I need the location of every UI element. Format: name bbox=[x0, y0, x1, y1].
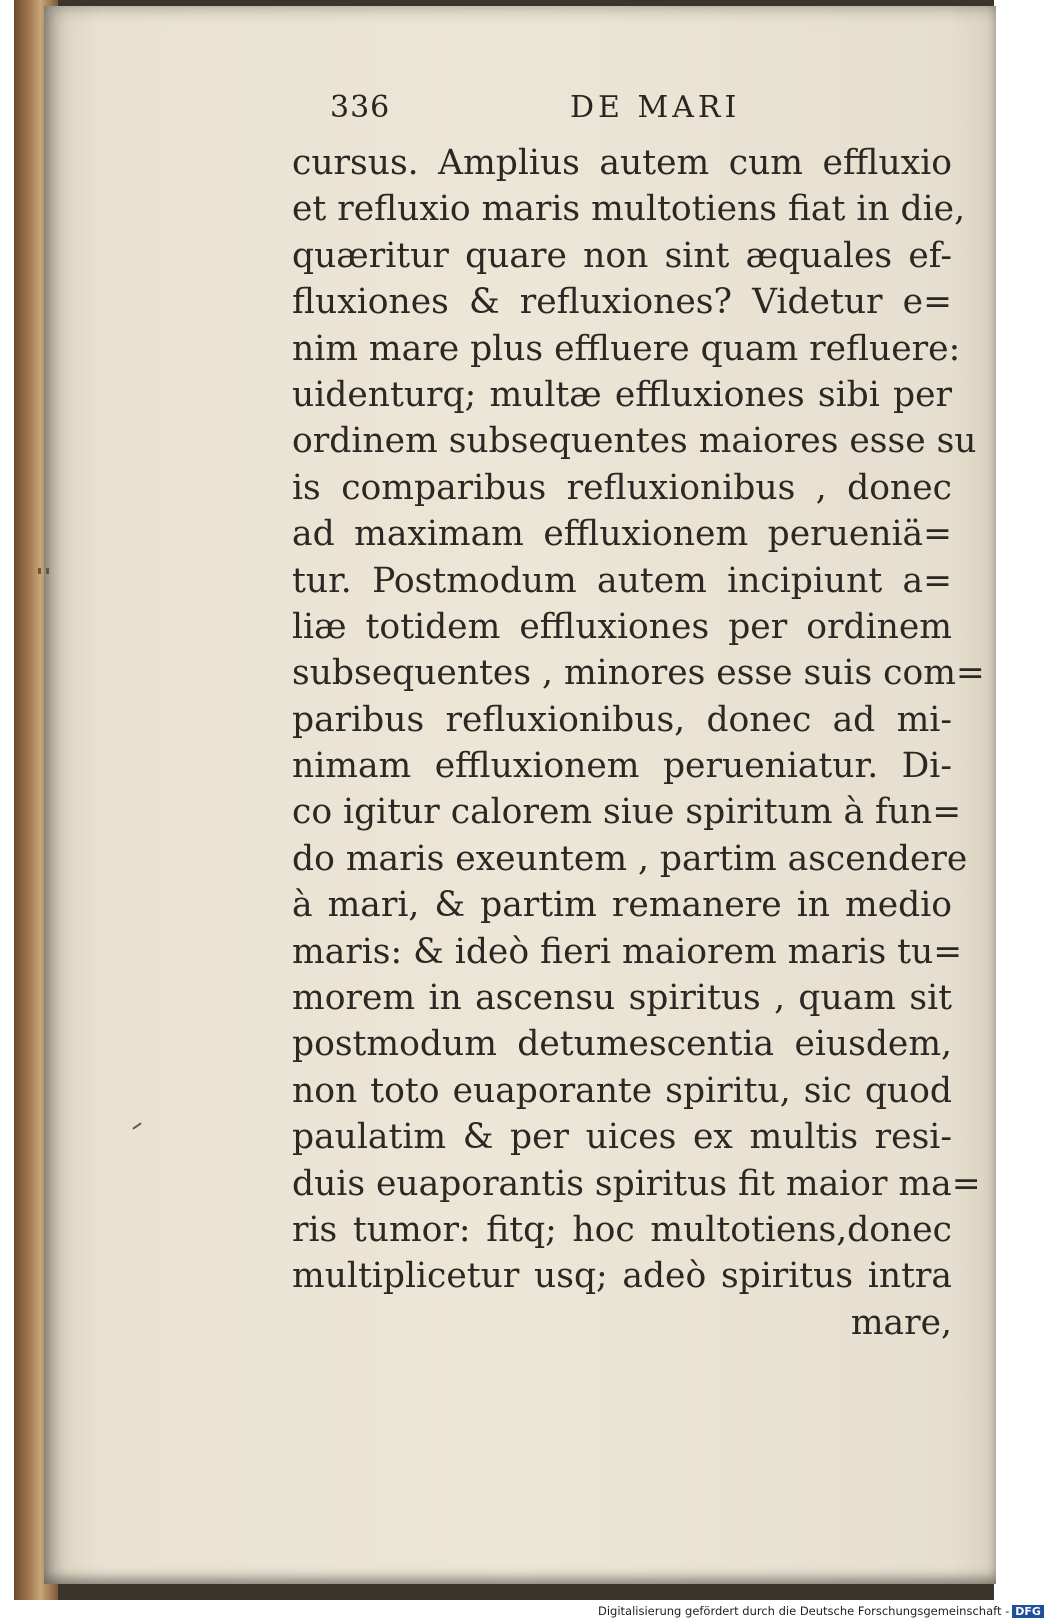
text-line: nimam effluxionem perueniatur. Di- bbox=[292, 746, 952, 787]
text-line: liæ totidem effluxiones per ordinem bbox=[292, 606, 952, 647]
text-line: et refluxio maris multotiens fiat in die, bbox=[292, 189, 966, 230]
text-line: ad maximam effluxionem perueniä= bbox=[292, 514, 952, 555]
text-line: à mari, & partim remanere in medio bbox=[292, 885, 952, 926]
text-line: do maris exeuntem , partim ascendere bbox=[292, 838, 968, 879]
text-line: fluxiones & refluxiones? Videtur e= bbox=[292, 282, 952, 323]
text-line: duis euaporantis spiritus fit maior ma= bbox=[292, 1163, 981, 1204]
text-line: cursus. Amplius autem cum effluxio bbox=[292, 143, 952, 183]
catchword: mare, bbox=[850, 1302, 952, 1343]
margin-mark bbox=[38, 568, 41, 574]
text-line: subsequentes , minores esse suis com= bbox=[292, 653, 985, 694]
running-head: DE MARI bbox=[570, 90, 741, 125]
text-line: ordinem subsequentes maiores esse su bbox=[292, 421, 977, 462]
text-line: morem in ascensu spiritus , quam sit bbox=[292, 978, 952, 1019]
text-line: non toto euaporante spiritu, sic quod bbox=[292, 1070, 952, 1111]
page-header bbox=[330, 90, 970, 130]
text-line: ris tumor: fitq; hoc multotiens,donec bbox=[292, 1209, 952, 1250]
text-line: postmodum detumescentia eiusdem, bbox=[292, 1024, 952, 1065]
text-line: nim mare plus effluere quam refluere: bbox=[292, 328, 961, 369]
text-line: paribus refluxionibus, donec ad mi- bbox=[292, 699, 952, 740]
text-line: uidenturq; multæ effluxiones sibi per bbox=[292, 374, 952, 415]
dfg-logo: DFG bbox=[1012, 1605, 1044, 1618]
body-text bbox=[292, 140, 985, 1346]
text-line: tur. Postmodum autem incipiunt a= bbox=[292, 560, 952, 601]
text-line: is comparibus refluxionibus , donec bbox=[292, 467, 952, 508]
text-line: multiplicetur usq; adeò spiritus intra bbox=[292, 1256, 952, 1297]
text-line: maris: & ideò fieri maiorem maris tu= bbox=[292, 931, 963, 972]
text-line: paulatim & per uices ex multis resi- bbox=[292, 1117, 952, 1158]
credit-text: Digitalisierung gefördert durch die Deutsche Forschungsgemeinschaft - bbox=[598, 1604, 1010, 1618]
text-line: quæritur quare non sint æquales ef- bbox=[292, 235, 952, 276]
digitization-credit bbox=[598, 1604, 1041, 1622]
page-number: 336 bbox=[330, 90, 391, 125]
margin-mark bbox=[46, 568, 49, 574]
text-line: co igitur calorem siue spiritum à fun= bbox=[292, 792, 962, 833]
